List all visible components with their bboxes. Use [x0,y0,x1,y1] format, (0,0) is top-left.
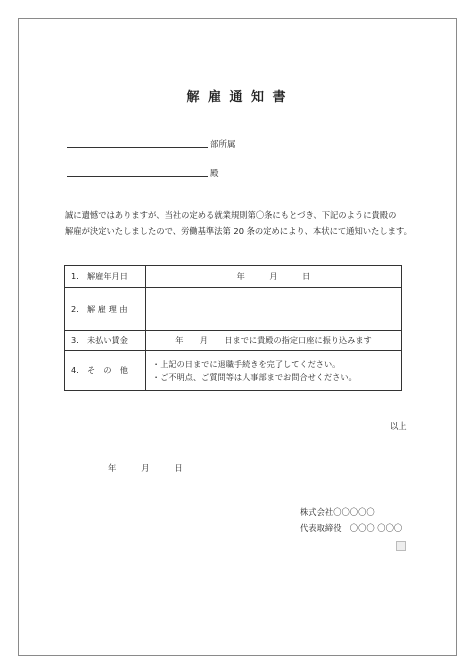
company-name: 株式会社〇〇〇〇〇 [300,507,375,517]
department-blank-line [67,147,208,148]
row-value-dismissal-date: 年 月 日 [146,266,402,288]
row-label-unpaid-wages: 3. 未払い賃金 [65,331,146,351]
table-row [65,288,402,331]
notice-body-line-1: 誠に遺憾ではありますが、当社の定める就業規則第〇条にもとづき、下記のように貴殿の [65,210,397,220]
row-value-other [146,351,402,391]
row-label-dismissal-reason: 2. 解 雇 理 由 [65,288,146,331]
table-row [65,266,402,288]
table-row [65,331,402,351]
department-suffix: 部所属 [210,140,236,150]
other-note-2: ・ご不明点、ご質問等は人事部までお問合せください。 [152,371,357,382]
closing-ijou: 以上 [390,421,407,431]
company-representative: 代表取締役 〇〇〇 〇〇〇 [300,523,403,533]
row-label-dismissal-date: 1. 解雇年月日 [65,266,146,288]
table-row [65,351,402,391]
seal-mark [396,541,406,551]
other-note-1: ・上記の日までに退職手続きを完了してください。 [152,358,341,369]
row-value-dismissal-reason [146,288,402,331]
row-value-unpaid-wages: 年 月 日までに貴殿の指定口座に振り込みます [146,331,402,351]
document-title: 解 雇 通 知 書 [186,90,288,105]
recipient-honorific: 殿 [210,169,219,179]
issue-date: 年 月 日 [108,463,183,473]
row-label-other: 4. そ の 他 [65,351,146,391]
recipient-name-blank-line [67,176,208,177]
dismissal-details-table [64,265,402,391]
notice-body-line-2: 解雇が決定いたしましたので、労働基準法第 20 条の定めにより、本状にて通知いたします。 [65,226,412,236]
